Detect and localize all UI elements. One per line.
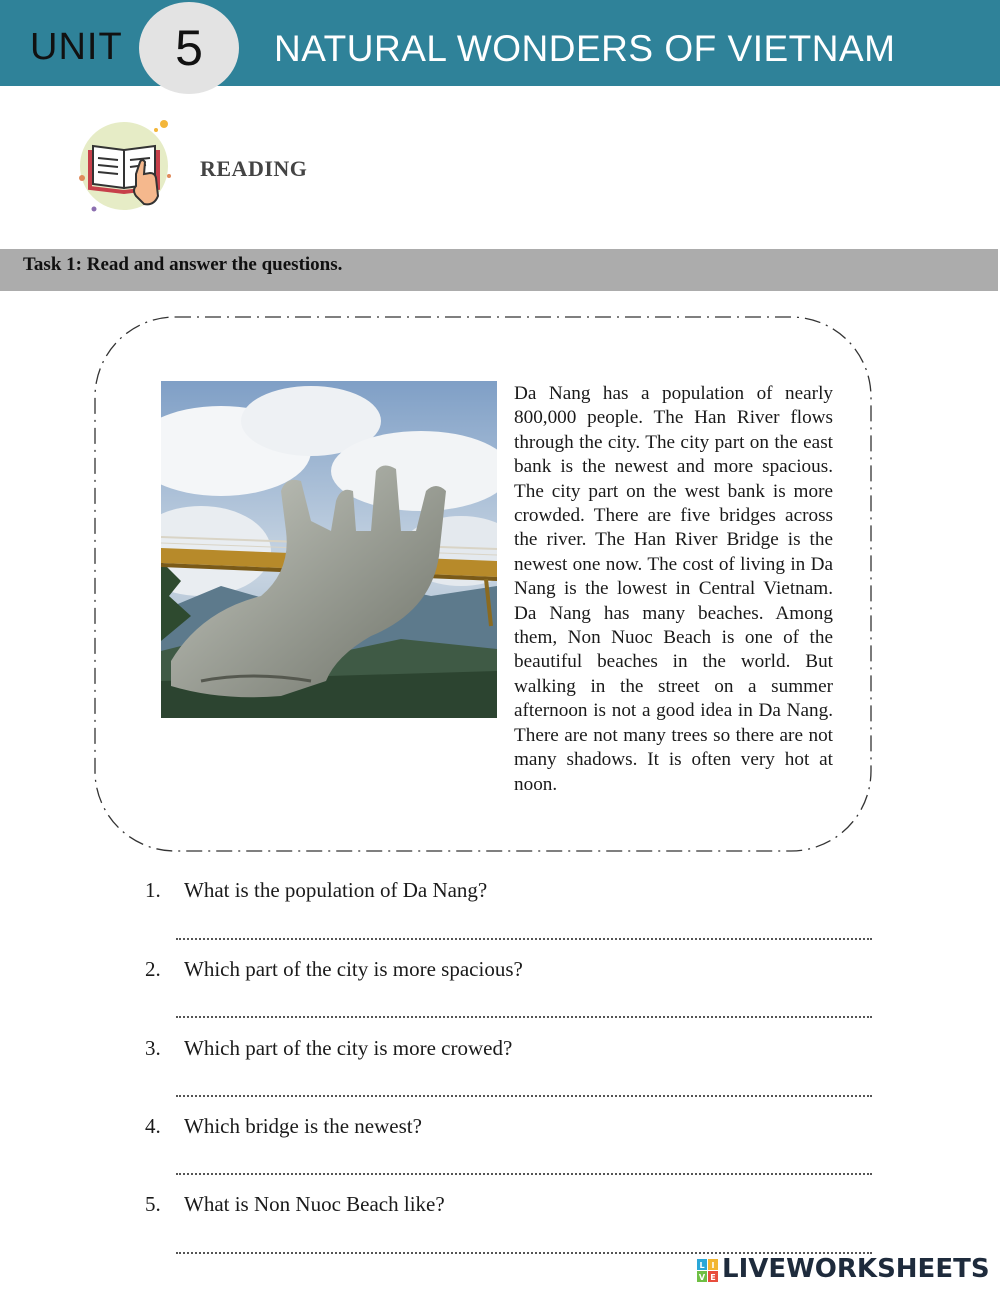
answer-field-2[interactable] (176, 990, 872, 1018)
question-text: Which bridge is the newest? (184, 1114, 422, 1138)
question-text: What is the population of Da Nang? (184, 878, 488, 902)
logo-badge-letter-i: I (711, 1261, 715, 1270)
question-text: Which part of the city is more spacious? (184, 957, 523, 981)
section-heading: READING (200, 156, 308, 181)
unit-number: 5 (175, 20, 203, 76)
question-text: What is Non Nuoc Beach like? (184, 1192, 445, 1216)
unit-label: UNIT (30, 26, 123, 68)
open-book-icon (76, 116, 176, 216)
liveworksheets-logo-text: LIVEWORKSHEETS (722, 1254, 990, 1284)
answer-field-5[interactable] (176, 1226, 872, 1254)
question-text: Which part of the city is more crowed? (184, 1036, 513, 1060)
answer-field-3[interactable] (176, 1069, 872, 1097)
logo-badge-letter-l: L (699, 1261, 705, 1270)
logo-badge-letter-e: E (710, 1273, 716, 1282)
liveworksheets-logo-icon (697, 1259, 719, 1283)
answer-field-4[interactable] (176, 1147, 872, 1175)
question-number: 3. (145, 1036, 161, 1060)
unit-number-badge (139, 2, 239, 94)
question-number: 2. (145, 957, 161, 981)
question-number: 4. (145, 1114, 161, 1138)
unit-title: NATURAL WONDERS OF VIETNAM (274, 28, 896, 69)
question-number: 5. (145, 1192, 161, 1216)
answer-field-1[interactable] (176, 912, 872, 940)
question-number: 1. (145, 878, 161, 902)
reading-passage: Da Nang has a population of nearly 800,000 people. The Han River flows through the city. The city part on the east bank is the newest and more spacious. The city part on the west bank is more crowded. There are five bridges across the river. The Han River Bridge is the newest one now. The cost of living in Da Nang is the lowest in Central Vietnam. Da Nang has many beaches. Among them, Non Nuoc Beach is one of the beautiful beaches in the world. But walking in the street on a summer afternoon is not a good idea in Da Nang. There are not many trees so there are not many shadows. It is often very hot at noon. (514, 383, 833, 795)
logo-badge-letter-v: V (698, 1273, 706, 1282)
task-instruction: Task 1: Read and answer the questions. (23, 254, 343, 275)
golden-bridge-hands-photo (161, 381, 497, 718)
